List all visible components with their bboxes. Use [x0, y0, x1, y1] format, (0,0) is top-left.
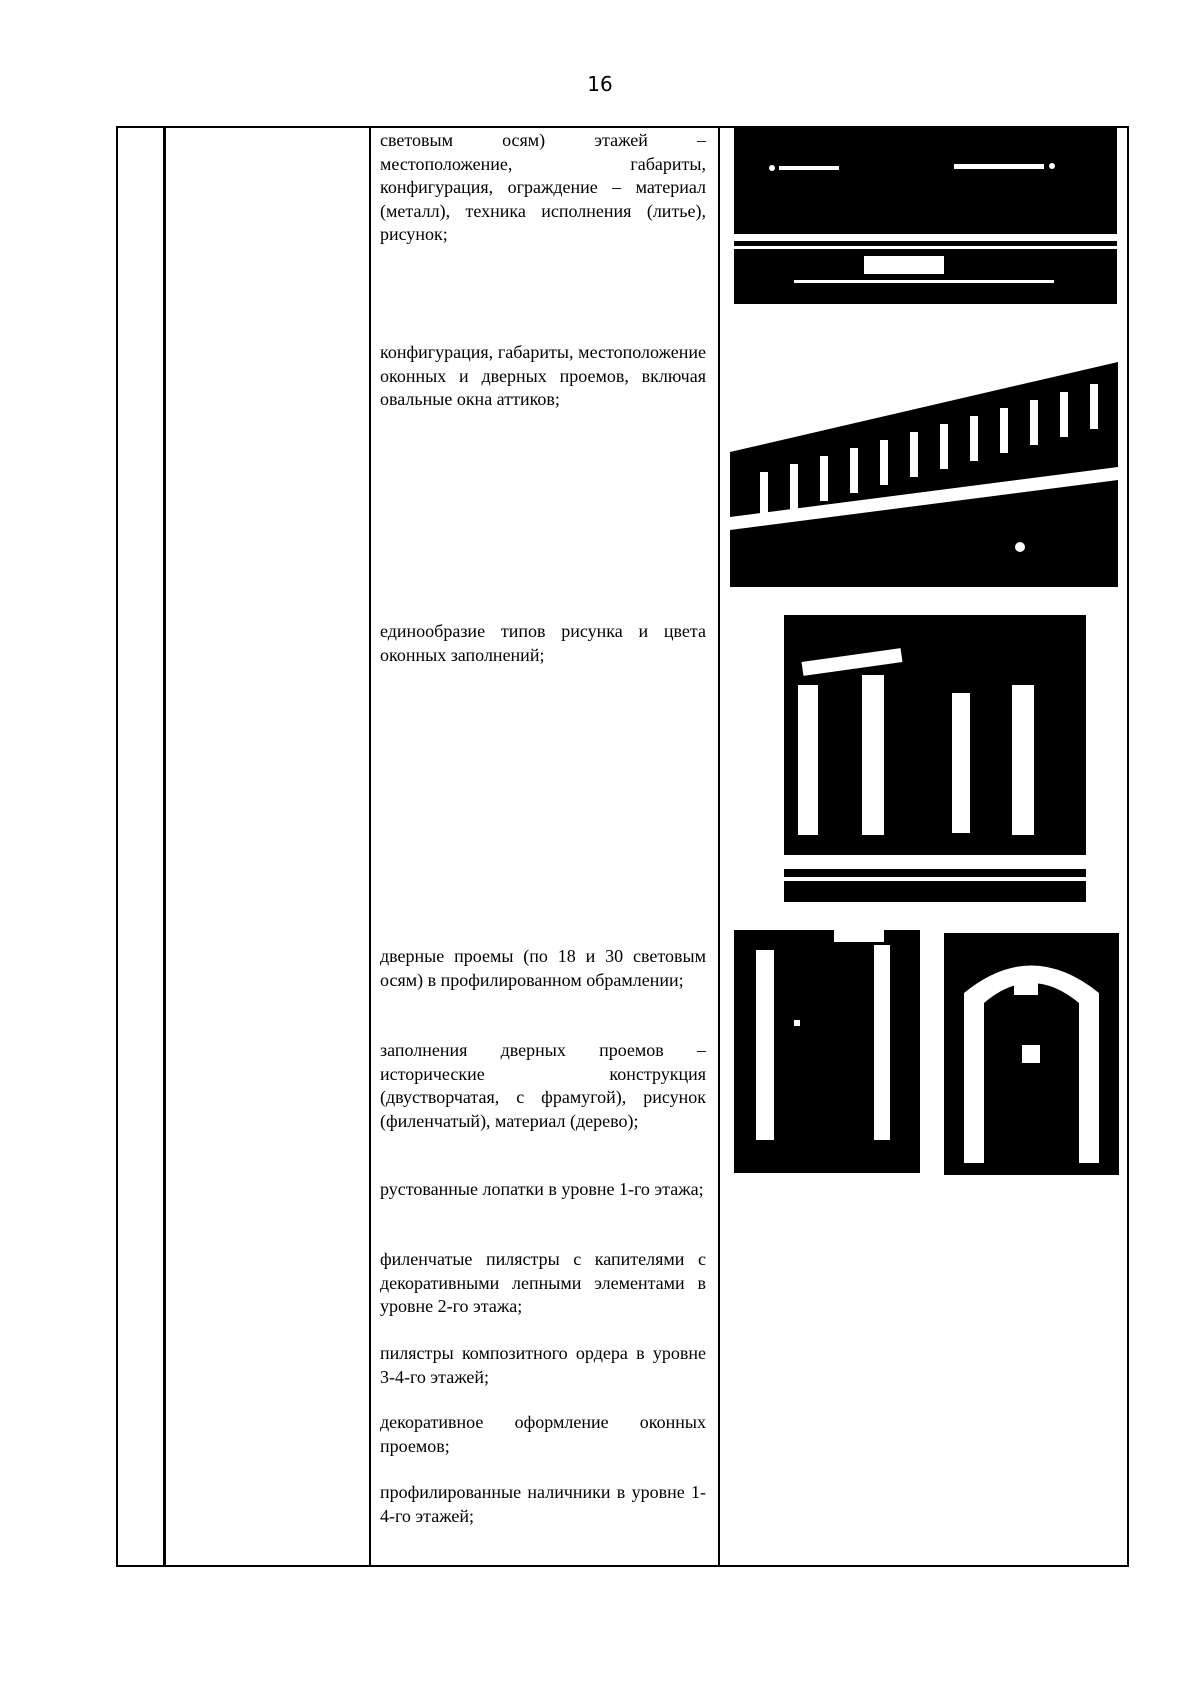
page-number: 16	[587, 72, 613, 96]
facade-windows-photo	[730, 322, 1118, 587]
balcony-railing-photo	[734, 128, 1117, 304]
window-fillings-photo	[762, 615, 1086, 902]
door-opening-photo-right	[944, 933, 1119, 1175]
table-column-divider	[369, 126, 371, 1567]
table-bottom-border	[116, 1565, 1129, 1567]
table-border-right	[1127, 126, 1129, 1567]
table-cell-text: конфигурация, габариты, местоположение оконных и дверных проемов, включая овальные окна аттиков;	[380, 342, 706, 409]
table-border-left	[116, 126, 118, 1567]
table-column-divider	[718, 126, 720, 1567]
table-cell-text: единообразие типов рисунка и цвета оконных заполнений;	[380, 621, 706, 665]
table-cell-text: световым осям) этажей – местоположение, габариты, конфигурация, ограждение – материал (металл), техника исполнения (литье), рисунок;	[380, 130, 706, 244]
table-cell-text: профилированные наличники в уровне 1-4-го этажей;	[380, 1482, 706, 1526]
table-cell-text: филенчатые пилястры с капителями с декоративными лепными элементами в уровне 2-го этажа;	[380, 1249, 706, 1316]
table-cell-text: дверные проемы (по 18 и 30 световым осям) в профилированном обрамлении;	[380, 946, 706, 990]
table-cell-text: заполнения дверных проемов – исторические конструкция (двустворчатая, с фрамугой), рисунок (филенчатый), материал (дерево);	[380, 1040, 706, 1131]
table-cell-text: рустованные лопатки в уровне 1-го этажа;	[380, 1179, 704, 1199]
table-column-divider	[163, 126, 166, 1567]
table-cell-text: декоративное оформление оконных проемов;	[380, 1412, 706, 1456]
door-opening-photo-left	[734, 930, 920, 1173]
table-cell-text: пилястры композитного ордера в уровне 3-4-го этажей;	[380, 1343, 706, 1387]
